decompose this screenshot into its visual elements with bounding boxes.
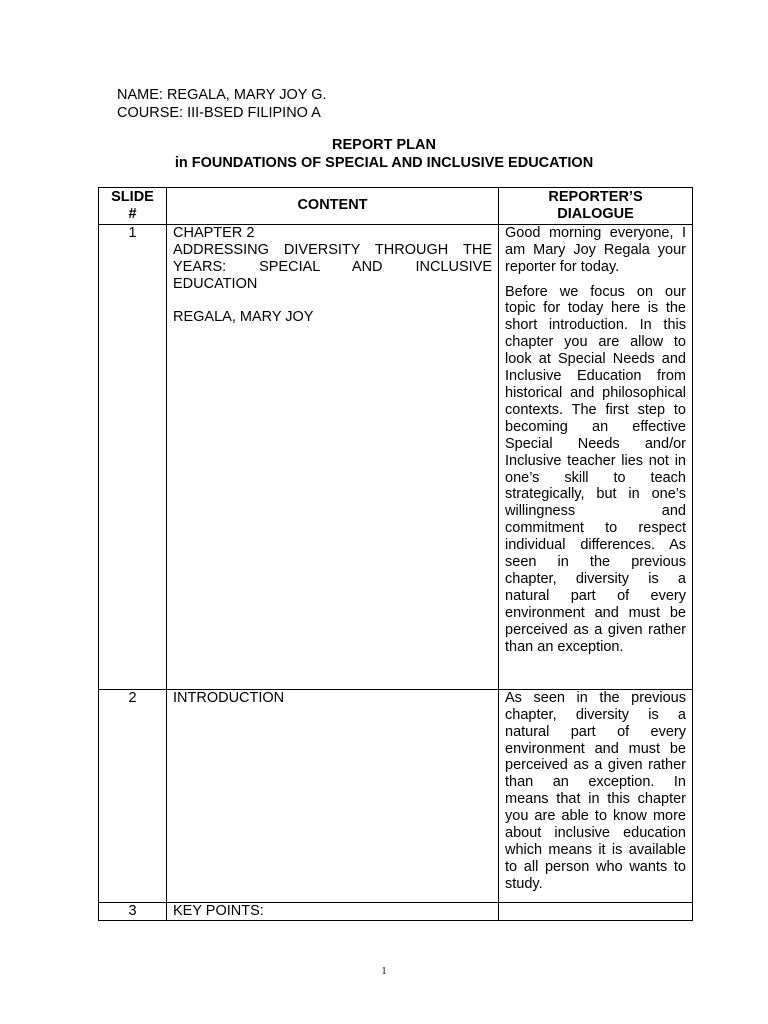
table-row [99, 224, 693, 689]
table-header-row [99, 188, 693, 225]
dialogue-paragraph: Before we focus on our topic for today here is the short introduction. In this chapter you are allow to look at Special Needs and Inclusive Education from historical and philosophical contexts. The first step to becoming an effective Special Needs and/or Inclusive teacher lies not in one’s skill to teach strategically, but in one’s willingness and commitment to respect individual differences. As seen in the previous chapter, diversity is a natural part of every environment and must be perceived as a given rather than an exception. [505, 283, 686, 655]
student-course: COURSE: III-BSED FILIPINO A [117, 105, 321, 121]
slide-content [167, 689, 499, 902]
header-dialogue: REPORTER’S DIALOGUE [499, 188, 693, 225]
slide-number: 1 [99, 224, 167, 689]
header-content: CONTENT [167, 188, 499, 225]
reporter-dialogue [499, 902, 693, 920]
slide-number: 3 [99, 902, 167, 920]
content-line: REGALA, MARY JOY [173, 309, 314, 326]
page-number: 1 [381, 966, 387, 977]
reporter-dialogue [499, 689, 693, 902]
content-line: KEY POINTS: [173, 902, 264, 919]
reporter-dialogue [499, 224, 693, 689]
table-row [99, 902, 693, 920]
header-slide: SLIDE # [99, 188, 167, 225]
slide-content [167, 902, 499, 920]
dialogue-paragraph: As seen in the previous chapter, diversity is a natural part of every environment and must be perceived as a given rather than an exception. In means that in this chapter you are able to know more about inclusive education which means it is available to all person who wants to study. [505, 689, 686, 892]
table-row [99, 689, 693, 902]
document-title [0, 136, 768, 172]
report-plan-table [98, 187, 693, 921]
dialogue-paragraph: Good morning everyone, I am Mary Joy Regala your reporter for today. [505, 224, 686, 275]
title-line-1: REPORT PLAN [332, 137, 436, 153]
student-name: NAME: REGALA, MARY JOY G. [117, 87, 327, 103]
content-line: ADDRESSING DIVERSITY THROUGH THE YEARS: SPECIAL AND INCLUSIVE EDUCATION [173, 241, 492, 292]
title-line-2: in FOUNDATIONS OF SPECIAL AND INCLUSIVE EDUCATION [174, 155, 594, 171]
student-info [117, 86, 327, 122]
content-line: INTRODUCTION [173, 689, 285, 706]
content-line: CHAPTER 2 [173, 224, 255, 241]
slide-content [167, 224, 499, 689]
slide-number: 2 [99, 689, 167, 902]
